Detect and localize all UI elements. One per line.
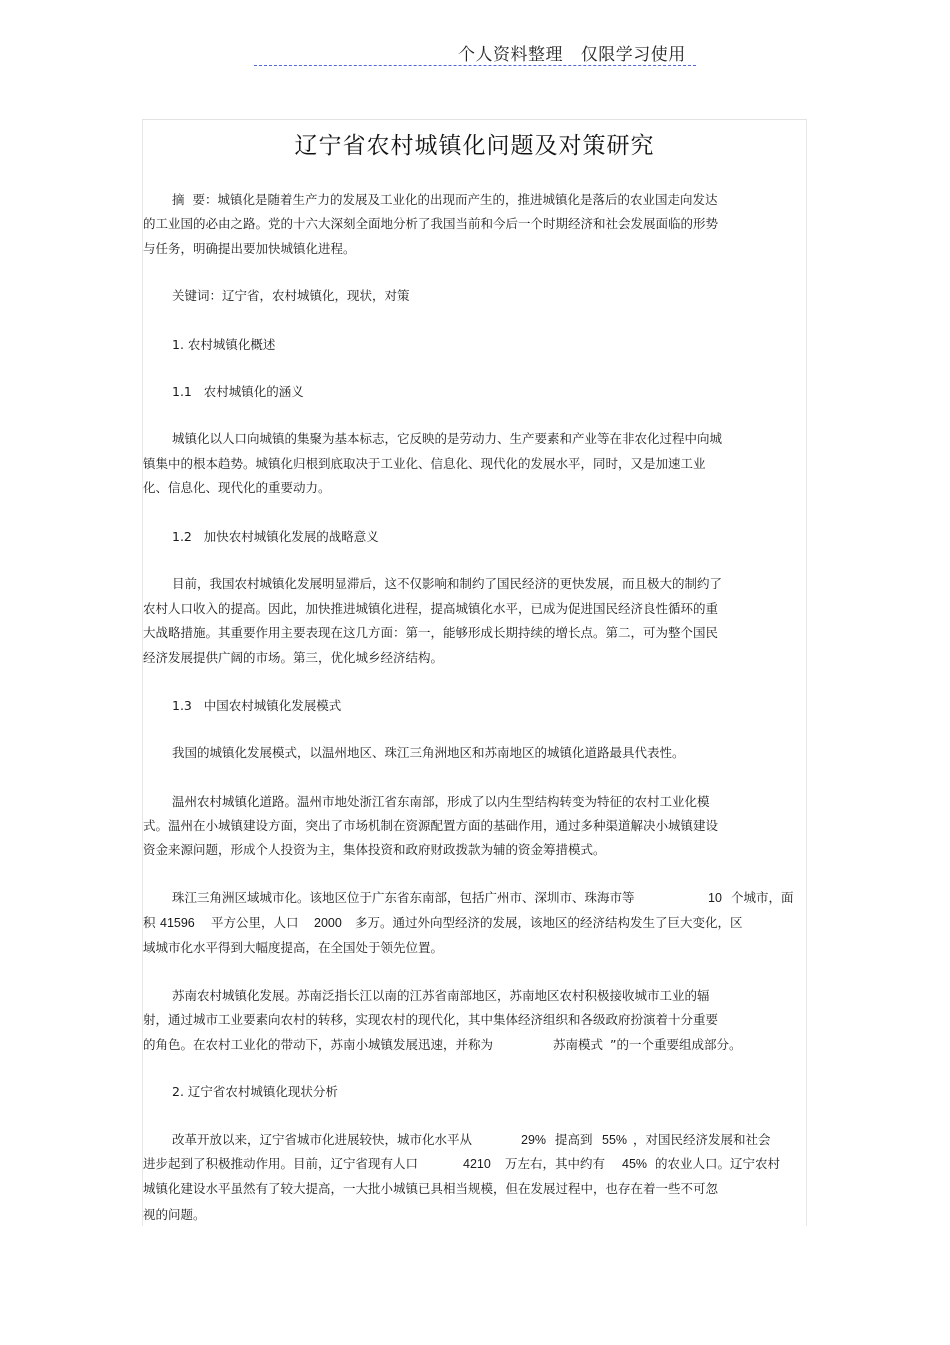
paragraph-wenzhou-line-2: 式。温州在小城镇建设方面，突出了市场机制在资源配置方面的基础作用，通过多种渠道解决小城镇建设 [143, 818, 719, 833]
paragraph-1-1-line-3: 化、信息化、现代化的重要动力。 [143, 480, 331, 495]
abstract-line-2: 的工业国的必由之路。党的十六大深刻全面地分析了我国当前和今后一个时期经济和社会发展面临的形势 [143, 216, 719, 231]
paragraph-2-agri-share: 45% [622, 1157, 648, 1171]
header-dashed-rule [254, 65, 696, 66]
paragraph-2-line-1a: 改革开放以来，辽宁省城市化进展较快，城市化水平从 [172, 1132, 473, 1147]
paragraph-wenzhou-line-3: 资金来源问题，形成个人投资为主，集体投资和政府财政拨款为辅的资金筹措模式。 [143, 842, 606, 857]
paragraph-sunan-line-3a: 的角色。在农村工业化的带动下，苏南小城镇发展迅速，并称为 [143, 1037, 494, 1052]
paragraph-2-population: 4210 [463, 1157, 491, 1171]
paragraph-1-2-line-1: 目前，我国农村城镇化发展明显滞后，这不仅影响和制约了国民经济的更快发展，而且极大的制约了 [172, 576, 723, 591]
paragraph-1-2-line-3: 大战略措施。其重要作用主要表现在这几方面：第一，能够形成长期持续的增长点。第二，可为整个国民 [143, 625, 719, 640]
paragraph-2-line-2b: 万左右，其中约有 [505, 1156, 606, 1171]
paragraph-1-2-line-4: 经济发展提供广阔的市场。第三，优化城乡经济结构。 [143, 650, 444, 665]
paragraph-sunan-line-3b: 苏南模式 [553, 1037, 604, 1052]
abstract-line-1: 摘 要：城镇化是随着生产力的发展及工业化的出现而产生的，推进城镇化是落后的农业国走向发达 [172, 192, 718, 207]
paragraph-zhujiang-line-1b: 个城市，面 [731, 890, 794, 905]
paragraph-2-line-3: 城镇化建设水平虽然有了较大提高，一大批小城镇已具相当规模，但在发展过程中，也存在着一些不可忽 [143, 1181, 719, 1196]
paragraph-zhujiang-population: 2000 [314, 916, 342, 930]
paragraph-zhujiang-city-count: 10 [708, 891, 722, 905]
paragraph-zhujiang-line-2c: 多万。通过外向型经济的发展，该地区的经济结构发生了巨大变化，区 [355, 915, 743, 930]
section-heading-1-1: 1.1 农村城镇化的涵义 [172, 384, 304, 399]
paragraph-2-line-2c: 的农业人口。辽宁农村 [655, 1156, 781, 1171]
paragraph-sunan-line-2: 射，通过城市工业要素向农村的转移，实现农村的现代化，其中集体经济组织和各级政府扮演着十分重要 [143, 1012, 719, 1027]
paragraph-1-2-line-2: 农村人口收入的提高。因此，加快推进城镇化进程，提高城镇化水平，已成为促进国民经济良性循环的重 [143, 601, 719, 616]
paragraph-wenzhou-line-1: 温州农村城镇化道路。温州市地处浙江省东南部，形成了以内生型结构转变为特征的农村工业化模 [172, 794, 710, 809]
paragraph-2-line-4: 视的问题。 [143, 1207, 206, 1222]
paragraph-zhujiang-line-3: 域城市化水平得到大幅度提高，在全国处于领先位置。 [143, 940, 444, 955]
section-heading-2: 2. 辽宁省农村城镇化现状分析 [172, 1084, 338, 1099]
keywords: 关键词：辽宁省，农村城镇化，现状，对策 [172, 288, 410, 303]
document-title: 辽宁省农村城镇化问题及对策研究 [294, 133, 655, 159]
paragraph-zhujiang-line-2a: 积 [143, 915, 156, 930]
abstract-line-3: 与任务，明确提出要加快城镇化进程。 [143, 241, 356, 256]
paragraph-zhujiang-line-2b: 平方公里，人口 [211, 915, 299, 930]
section-heading-1-2: 1.2 加快农村城镇化发展的战略意义 [172, 529, 379, 544]
paragraph-2-line-1c: ，对国民经济发展和社会 [633, 1132, 771, 1147]
paragraph-sunan-line-3c: ”的一个重要组成部分。 [610, 1037, 742, 1052]
paragraph-2-line-2a: 进步起到了积极推动作用。目前，辽宁省现有人口 [143, 1156, 419, 1171]
paragraph-1-3-intro: 我国的城镇化发展模式，以温州地区、珠江三角洲地区和苏南地区的城镇化道路最具代表性。 [172, 745, 685, 760]
paragraph-zhujiang-area: 41596 [160, 916, 195, 930]
paragraph-2-urbanization-from: 29% [521, 1133, 547, 1147]
section-heading-1-3: 1.3 中国农村城镇化发展模式 [172, 698, 342, 713]
paragraph-1-1-line-2: 镇集中的根本趋势。城镇化归根到底取决于工业化、信息化、现代化的发展水平，同时，又是加速工业 [143, 456, 706, 471]
document-frame [142, 119, 807, 1226]
paragraph-2-line-1b: 提高到 [555, 1132, 593, 1147]
page-header-text: 个人资料整理 仅限学习使用 [458, 45, 686, 65]
paragraph-zhujiang-line-1a: 珠江三角洲区域城市化。该地区位于广东省东南部，包括广州市、深圳市、珠海市等 [172, 890, 635, 905]
paragraph-sunan-line-1: 苏南农村城镇化发展。苏南泛指长江以南的江苏省南部地区，苏南地区农村积极接收城市工业的辐 [172, 988, 710, 1003]
section-heading-1: 1. 农村城镇化概述 [172, 337, 276, 352]
paragraph-1-1-line-1: 城镇化以人口向城镇的集聚为基本标志，它反映的是劳动力、生产要素和产业等在非农化过程中向城 [172, 431, 723, 446]
paragraph-2-urbanization-to: 55% [602, 1133, 628, 1147]
